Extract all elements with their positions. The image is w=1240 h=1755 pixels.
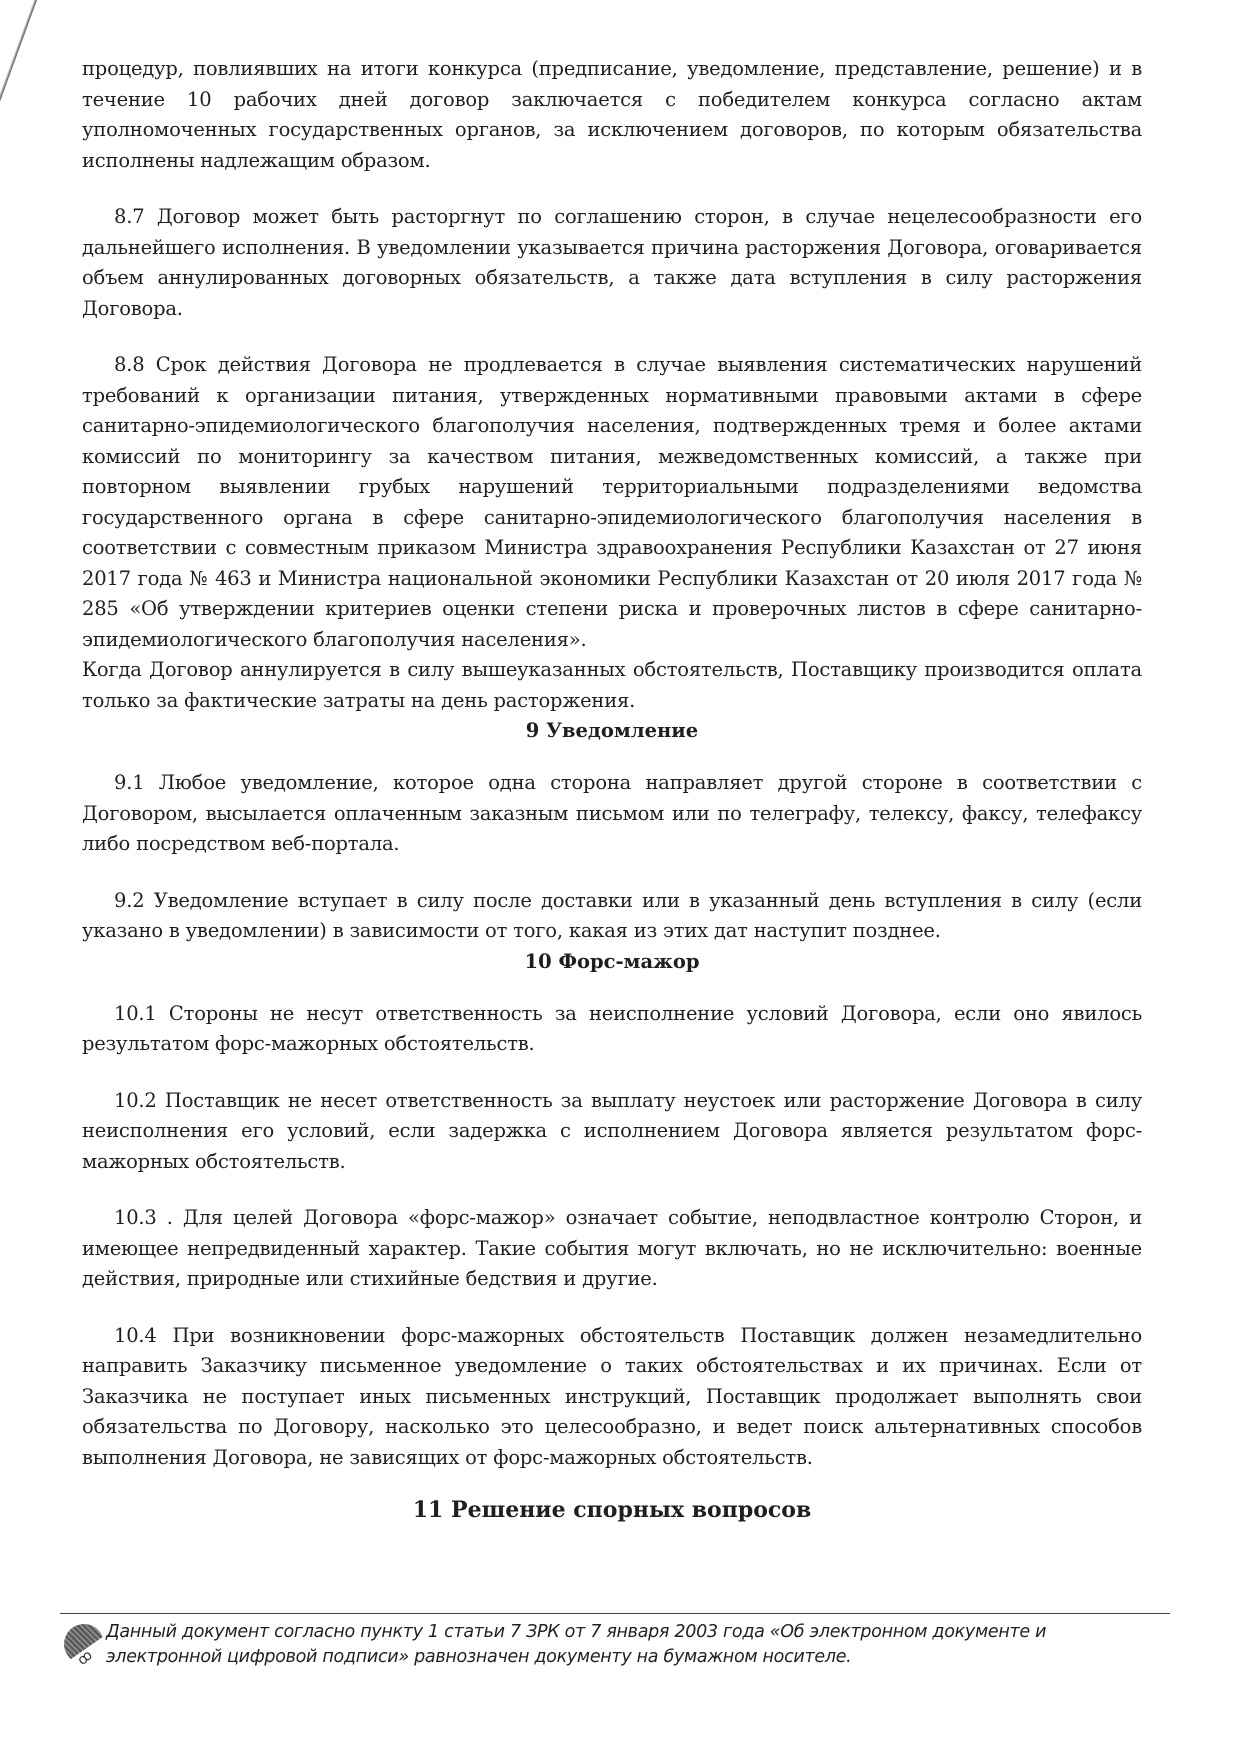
section-heading-10: 10 Форс-мажор bbox=[524, 949, 700, 973]
paragraph-9-1: 9.1 Любое уведомление, которое одна сторона направляет другой стороне в соответствии с Договором, высылается оплаченным заказным письмом или по телеграфу, телексу, факсу, телефаксу либо посредством веб-портала. bbox=[82, 771, 1142, 855]
scan-page-edge-mark bbox=[0, 0, 37, 160]
paragraph-10-2: 10.2 Поставщик не несет ответственность за выплату неустоек или расторжение Договора в силу неисполнения его условий, если задержка с исполнением Договора является результатом форс-мажорных обстоятельств. bbox=[82, 1088, 1142, 1173]
paragraph-9-2: 9.2 Уведомление вступает в силу после доставки или в указанный день вступления в силу (если указано в уведомлении) в зависимости от того, какая из этих дат наступит позднее. bbox=[82, 888, 1142, 942]
paragraph-10-3: 10.3 . Для целей Договора «форс-мажор» означает событие, неподвластное контролю Сторон, и имеющее непредвиденный характер. Такие события могут включать, но не исключительно: военные действия, природные или стихийные бедствия и другие. bbox=[82, 1206, 1142, 1290]
document-body bbox=[82, 54, 1142, 1525]
paragraph-8-7: 8.7 Договор может быть расторгнут по соглашению сторон, в случае нецелесообразности его дальнейшего исполнения. В уведомлении указывается причина расторжения Договора, оговаривается объем аннулированных договорных обязательств, а также дата вступления в силу расторжения Договора. bbox=[82, 205, 1142, 320]
footer-text bbox=[106, 1620, 1046, 1670]
footer-line-2: электронной цифровой подписи» равнозначен документу на бумажном носителе. bbox=[106, 1647, 852, 1667]
paragraph-8-8-payment: Когда Договор аннулируется в силу вышеуказанных обстоятельств, Поставщику производится оплата только за фактические затраты на день расторжения. bbox=[82, 658, 1142, 712]
paragraph-10-1: 10.1 Стороны не несут ответственность за неисполнение условий Договора, если оно явилось результатом форс-мажорных обстоятельств. bbox=[82, 1001, 1142, 1055]
paragraph-8-8: 8.8 Срок действия Договора не продлевается в случае выявления систематических нарушений требований к организации питания, утвержденных нормативными правовыми актами в сфере санитарно-эпидемиологического благополучия населения, подтвержденных тремя и более актами комиссий по мониторингу за качеством питания, межведомственных комиссий, а также при повторном выявлении грубых нарушений территориальными подразделениями ведомства государственного органа в сфере санитарно-эпидемиологического благополучия населения в соответствии с совместным приказом Министра здравоохранения Республики Казахстан от 27 июня 2017 года № 463 и Министра национальной экономики Республики Казахстан от 20 июля 2017 года № 285 «Об утверждении критериев оценки степени риска и проверочных листов в сфере санитарно-эпидемиологического благополучия населения». bbox=[82, 353, 1142, 651]
section-heading-11: 11 Решение спорных вопросов bbox=[412, 1497, 812, 1523]
footer-legal-notice bbox=[60, 1613, 1180, 1672]
footer-line-1: Данный документ согласно пункту 1 статьи 7 ЗРК от 7 января 2003 года «Об электронном документе и bbox=[106, 1622, 1047, 1642]
egov-seal-icon: ꝏ bbox=[60, 1620, 106, 1672]
section-heading-9: 9 Уведомление bbox=[525, 719, 699, 742]
paragraph-10-4: 10.4 При возникновении форс-мажорных обстоятельств Поставщик должен незамедлительно направить Заказчику письменное уведомление о таких обстоятельствах и их причинах. Если от Заказчика не поступает иных письменных инструкций, Поставщик продолжает выполнять свои обязательства по Договору, насколько это целесообразно, и ведет поиск альтернативных способов выполнения Договора, не зависящих от форс-мажорных обстоятельств. bbox=[82, 1323, 1142, 1469]
paragraph-8-6-continuation: процедур, повлиявших на итоги конкурса (предписание, уведомление, представление, решение) и в течение 10 рабочих дней договор заключается с победителем конкурса согласно актам уполномоченных государственных органов, за исключением договоров, по которым обязательства исполнены надлежащим образом. bbox=[82, 57, 1142, 172]
footer-divider bbox=[60, 1613, 1170, 1614]
